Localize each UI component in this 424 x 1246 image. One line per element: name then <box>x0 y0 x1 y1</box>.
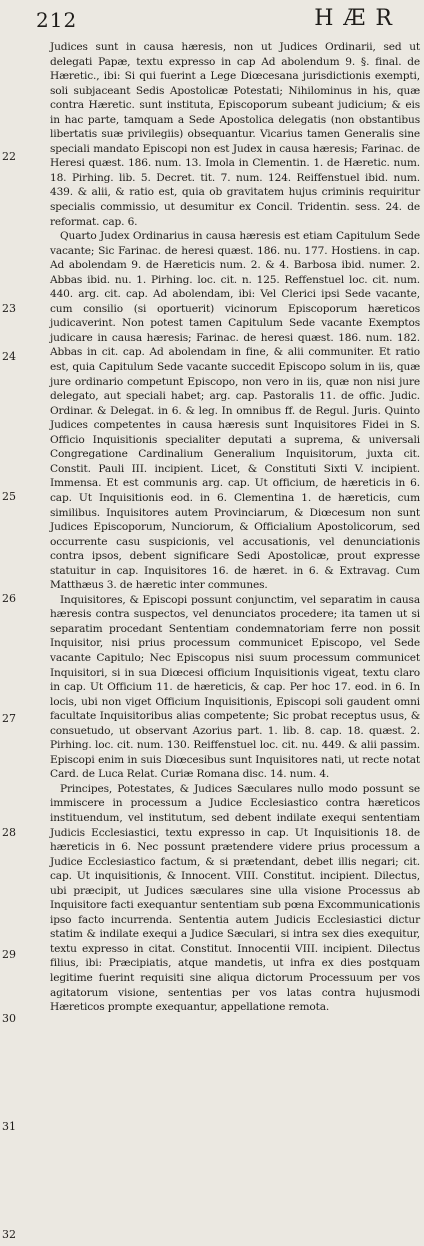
margin-number: 32 <box>2 1228 16 1241</box>
margin-number: 30 <box>2 1012 16 1025</box>
margin-number: 29 <box>2 948 16 961</box>
paragraph: Judices sunt in causa hæresis, non ut Judices Ordinarii, sed ut delegati Papæ, textu expresso in cap Ad abolendum 9. §. final. de Hæretic., ibi: Si qui fuerint a Lege Diœcesana jurisdictionis exempti, soli subjaceant Sedis Apostolicæ Potestati; Nihilominus in his, quæ contra Hæretic. sunt instituta, Episcoporum subeant judicium; & eis in hac parte, tamquam a Sede Apostolica delegatis (non obstantibus libertatis suæ privilegiis) obsequantur. Vicarius tamen Generalis sine speciali mandato Episcopi non est Judex in causa hæresis; Farinac. de Heresi quæst. 186. num. 13. Imola in Clementin. 1. de Hæretic. num. 18. Pirhing. lib. 5. Decret. tit. 7. num. 124. Reiffenstuel ibid. num. 439. & alii, & ratio est, quia ob gravitatem hujus criminis requiritur specialis commissio, ut desumitur ex Concil. Tridentin. sess. 24. de reformat. cap. 6. <box>50 41 420 228</box>
paragraph: Inquisitores, & Episcopi possunt conjunctim, vel separatim in causa hæresis contra suspectos, vel denunciatos procedere; ita tamen ut si separatim procedant Sententiam condemnatoriam ferre non possit Inquisitor, nisi prius processum communicet Episcopo, vel Sede vacante Capitulo; Nec Episcopus nisi suum processum communicet Inquisitori, si in sua Diœcesi officium Inquisitionis vigeat, textu claro in cap. Ut Officium 11. de hæreticis, & cap. Per hoc 17. eod. in 6. In locis, ubi non viget Officium Inquisitionis, Episcopi soli gaudent omni facultate Inquisitoribus alias competente; Sic probat receptus usus, & consuetudo, ut observant Azorius part. 1. lib. 8. cap. 18. quæst. 2. Pirhing. loc. cit. num. 130. Reiffenstuel loc. cit. nu. 449. & alii passim. Episcopi enim in suis Diœcesibus sunt Inquisitores nati, ut recte notat Card. de Luca Relat. Curiæ Romana disc. 14. num. 4. <box>50 593 420 781</box>
page-body <box>50 40 420 1015</box>
page-header <box>0 6 424 36</box>
margin-number: 22 <box>2 150 16 163</box>
margin-number: 23 <box>2 302 16 315</box>
margin-number: 24 <box>2 350 16 363</box>
page-number: 212 <box>36 8 78 32</box>
margin-number: 25 <box>2 490 16 503</box>
margin-number: 28 <box>2 826 16 839</box>
paragraph: Quarto Judex Ordinarius in causa hæresis est etiam Capitulum Sede vacante; Sic Farinac. de heresi quæst. 186. nu. 177. Hostiens. in cap. Ad abolendam 9. de Hæreticis num. 2. & 4. Barbosa ibid. numer. 2. Abbas ibid. nu. 1. Pirhing. loc. cit. n. 125. Reffenstuel loc. cit. num. 440. arg. cit. cap. Ad abolendam, ibi: Vel Clerici ipsi Sede vacante, cum consilio (si oportuerit) vicinorum Episcoporum hæreticos judicaverint. Non potest tamen Capitulum Sede vacante Exemptos judicare in causa hæresis; Farinac. de heresi quæst. 186. num. 182. Abbas in cit. cap. Ad abolendam in fine, & alii communiter. Et ratio est, quia Capitulum Sede vacante succedit Episcopo solum in iis, quæ jure ordinario competunt Episcopo, non vero in iis, quæ non nisi jure delegato, aut speciali habet; arg. cap. Pastoralis 11. de offic. Judic. Ordinar. & Delegat. in 6. & leg. In omnibus ff. de Regul. Juris. Quinto Judices competentes in causa hæresis sunt Inquisitores Fidei in S. Officio Inquisitionis specialiter deputati a suprema, & universali Congregatione Cardinalium Generalium Inquisitorum, juxta cit. Constit. Pauli III. incipient. Licet, & Constituti Sixti V. incipient. Immensa. Et est communis arg. cap. Ut officium, de hæreticis in 6. cap. Ut Inquisitionis eod. in 6. Clementina 1. de hæreticis, cum similibus. Inquisitores autem Provinciarum, & Diœcesum non sunt Judices Episcoporum, Nunciorum, & Officialium Apostolicorum, sed occurrente casu suspicionis, vel accusationis, vel denunciationis contra ipsos, debent significare Sedi Apostolicæ, prout expresse statuitur in cap. Inquisitores 16. de hæret. in 6. & Extravag. Cum Matthæus 3. de hæretic inter communes. <box>50 230 420 592</box>
margin-number: 27 <box>2 712 16 725</box>
paragraph: Principes, Potestates, & Judices Sæculares nullo modo possunt se immiscere in processum a Judice Ecclesiastico contra hæreticos instituendum, vel institutum, sed debent indilate exequi sententiam Judicis Ecclesiastici, textu expresso in cap. Ut Inquisitionis 18. de hæreticis in 6. Nec possunt prætendere videre prius processum a Judice Ecclesiastico factum, & si prætendant, debet illis negari; cit. cap. Ut inquisitionis, & Innocent. VIII. Constitut. incipient. Dilectus, ubi præcipit, ut Judices sæculares sine ulla visione Processus ab Inquisitore facti exequantur sententiam sub pœna Excommunicationis ipso facto incurrenda. Sententia autem Judicis Ecclesiastici dictur statim & indilate exequi a Judice Sæculari, si intra sex dies exequitur, textu expresso in citat. Constitut. Innocentii VIII. incipient. Dilectus filius, ibi: Præcipiatis, atque mandetis, ut infra ex dies postquam legitime fuerint requisiti sine aliqua dictorum Processuum per vos agitatorum visione, sententias per vos latas contra hujusmodi Hæreticos prompte exequantur, appellatione remota. <box>50 782 420 1014</box>
running-head: HÆR <box>314 6 402 31</box>
margin-number: 31 <box>2 1120 16 1133</box>
margin-number: 26 <box>2 592 16 605</box>
